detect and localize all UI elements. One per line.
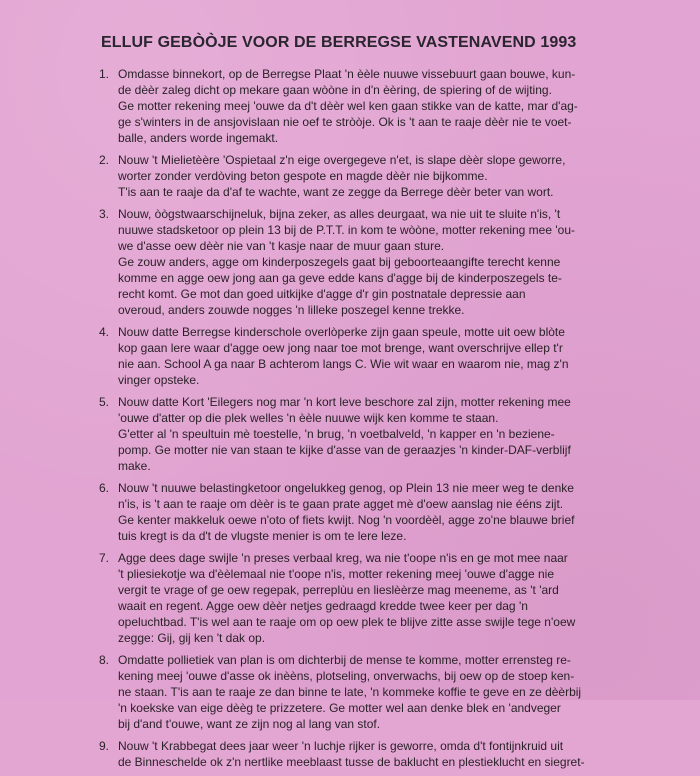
item-number: 6. [99, 481, 110, 495]
item-number: 5. [99, 395, 110, 409]
item-paragraph [118, 206, 612, 318]
paragraph-line: Agge dees dage swijle 'n preses verbaal kreg, wa nie t'oope n'is en ge mot mee naar [118, 551, 568, 565]
paragraph-line: zegge: Gij, gij ken 't dak op. [118, 631, 266, 645]
paragraph-line: tuis kregt is da d't de vlugste menier is om te lere leze. [118, 529, 407, 543]
paragraph-line: nuuwe stadsketoor op plein 13 bij de P.T.T. in kom te wòòne, motter rekening mee 'ou- [118, 223, 575, 237]
paragraph-line: Nouw 't Krabbegat dees jaar weer 'n luchje rijker is geworre, omda d't fontijnkruid uit [118, 739, 564, 753]
paragraph-line: Omdatte pollietiek van plan is om dichterbij de mense te komme, motter errensteg re- [118, 653, 571, 667]
paragraph-line: de Binneschelde ok z'n nertlike meeblaast tusse de baklucht en plestieklucht en siegret- [118, 755, 585, 769]
paragraph-line: pomp. Ge motter nie van staan te kijke d'asse van de geraazjes 'n kinder-DAF-verblijf [118, 443, 571, 457]
item-paragraph [118, 652, 612, 732]
document-title: ELLUF GEBÒÒJE VOOR DE BERREGSE VASTENAVEND 1993 [101, 34, 577, 51]
item-number: 9. [99, 739, 110, 753]
list-item [0, 652, 700, 732]
paragraph-line: vinger opsteke. [118, 373, 200, 387]
item-paragraph [118, 324, 612, 388]
item-number: 4. [99, 325, 110, 339]
paragraph-line: de dèèr zaleg dicht op mekare gaan wòòne in d'n èèring, de spiering of de wijting. [118, 83, 552, 97]
paragraph-line: Nouw datte Kort 'Eilegers nog mar 'n kort leve beschore zal zijn, motter rekening mee [118, 395, 571, 409]
paragraph-line: recht komt. Ge mot dan goed uitkijke d'agge d'r gin postnatale depressie aan [118, 287, 526, 301]
list-item [0, 550, 700, 646]
paragraph-line: waait en regent. Agge oew dèèr netjes gedraagd kredde twee keer per dag 'n [118, 599, 528, 613]
paragraph-line: nie aan. School A ga naar B achterom langs C. Wie wit waar en waarom nie, mag z'n [118, 357, 569, 371]
paragraph-line: worter zonder verdòving beton gespote en magde dèèr nie bijkomme. [118, 169, 488, 183]
item-number: 1. [99, 67, 110, 81]
paragraph-line: kening meej 'ouwe d'asse ok inèèns, plotseling, onverwachs, bij oew op de stoep ken- [118, 669, 575, 683]
list-item [0, 394, 700, 474]
paragraph-line: overoud, anders zouwde nogges 'n lilleke poszegel kenne trekke. [118, 303, 465, 317]
list-item [0, 480, 700, 544]
item-number: 7. [99, 551, 110, 565]
list-item [0, 738, 700, 770]
paragraph-line: 'n koekske van eige dèèg te prizzetere. Ge motter wel aan denke blek en 'andveger [118, 701, 561, 715]
list-item [0, 324, 700, 388]
paragraph-line: n'is, is 't aan te raaje om dèèr is te gaan prate agget mè d'oew aanslag nie ééns zijt. [118, 497, 564, 511]
paragraph-line: make. [118, 459, 151, 473]
paragraph-line: Nouw datte Berregse kinderschole overlòperke zijn gaan speule, motte uit oew blòte [118, 325, 565, 339]
paragraph-line: Nouw 't nuuwe belastingketoor ongelukkeg genog, op Plein 13 nie meer weg te denke [118, 481, 574, 495]
paragraph-line: bij d'and t'ouwe, want ze zijn nog al lang van stof. [118, 717, 381, 731]
item-paragraph [118, 480, 612, 544]
paragraph-line: G'etter al 'n speultuin mè toestelle, 'n brug, 'n voetbalveld, 'n kapper en 'n beziene- [118, 427, 555, 441]
item-paragraph [118, 550, 612, 646]
paragraph-line: Omdasse binnekort, op de Berregse Plaat 'n èèle nuuwe vissebuurt gaan bouwe, kun- [118, 67, 576, 81]
paragraph-line: Nouw 't Mielietèère 'Ospietaal z'n eige overgegeve n'et, is slape dèèr slope geworre, [118, 153, 566, 167]
item-paragraph [118, 66, 612, 146]
paragraph-line: vergit te vrage of ge oew regepak, perreplùu en lieslèèrze mag meeneme, as 't 'ard [118, 583, 559, 597]
paragraph-line: kop gaan lere waar d'agge oew jong naar toe mot brenge, want overschrijve ellep t'r [118, 341, 563, 355]
paragraph-line: ne staan. T'is aan te raaje ze dan binne te late, 'n kommeke koffie te geve en ze dèèrbij [118, 685, 582, 699]
paragraph-line: we d'asse oew dèèr nie van 't kasje naar de muur gaan sture. [118, 239, 445, 253]
item-number: 3. [99, 207, 110, 221]
item-number: 8. [99, 653, 110, 667]
paragraph-line: Ge motter rekening meej 'ouwe da d't dèèr wel ken gaan stikke van de katte, mar d'ag- [118, 99, 578, 113]
paragraph-line: 't pliesiekotje wa d'èèlemaal nie t'oope n'is, motter rekening meej 'ouwe d'agge nie [118, 567, 555, 581]
list-item [0, 206, 700, 318]
paragraph-line: T'is aan te raaje da d'af te wachte, want ze zegge da Berrege dèèr beter van wort. [118, 185, 554, 199]
item-paragraph [118, 394, 612, 474]
numbered-list [0, 66, 700, 776]
paragraph-line: komme en agge oew jong aan ga geve edde kans d'agge bij de kinderposzegels te- [118, 271, 562, 285]
paragraph-line: Ge kenter makkeluk oewe n'oto of fiets kwijt. Nog 'n voordèèl, agge zo'ne blauwe brief [118, 513, 575, 527]
item-number: 2. [99, 153, 110, 167]
paragraph-line: ge s'winters in de ansjovislaan nie oef te stròòje. Ok is 't aan te raaje dèèr nie te voet- [118, 115, 572, 129]
item-paragraph [118, 152, 612, 200]
paragraph-line: Nouw, òògstwaarschijneluk, bijna zeker, as alles deurgaat, wa nie uit te sluite n'is, 't [118, 207, 561, 221]
paragraph-line: 'ouwe d'atter op die plek welles 'n èèle nuuwe wijk ken komme te staan. [118, 411, 499, 425]
paragraph-line: Ge zouw anders, agge om kinderposzegels gaat bij geboorteaangifte terecht kenne [118, 255, 561, 269]
paragraph-line: opeluchtbad. T'is wel aan te raaje om op oew plek te blijve zitte asse swijle tege n'oew [118, 615, 576, 629]
item-paragraph [118, 738, 612, 770]
paragraph-line: balle, anders worde ingemakt. [118, 131, 279, 145]
list-item [0, 152, 700, 200]
list-item [0, 66, 700, 146]
